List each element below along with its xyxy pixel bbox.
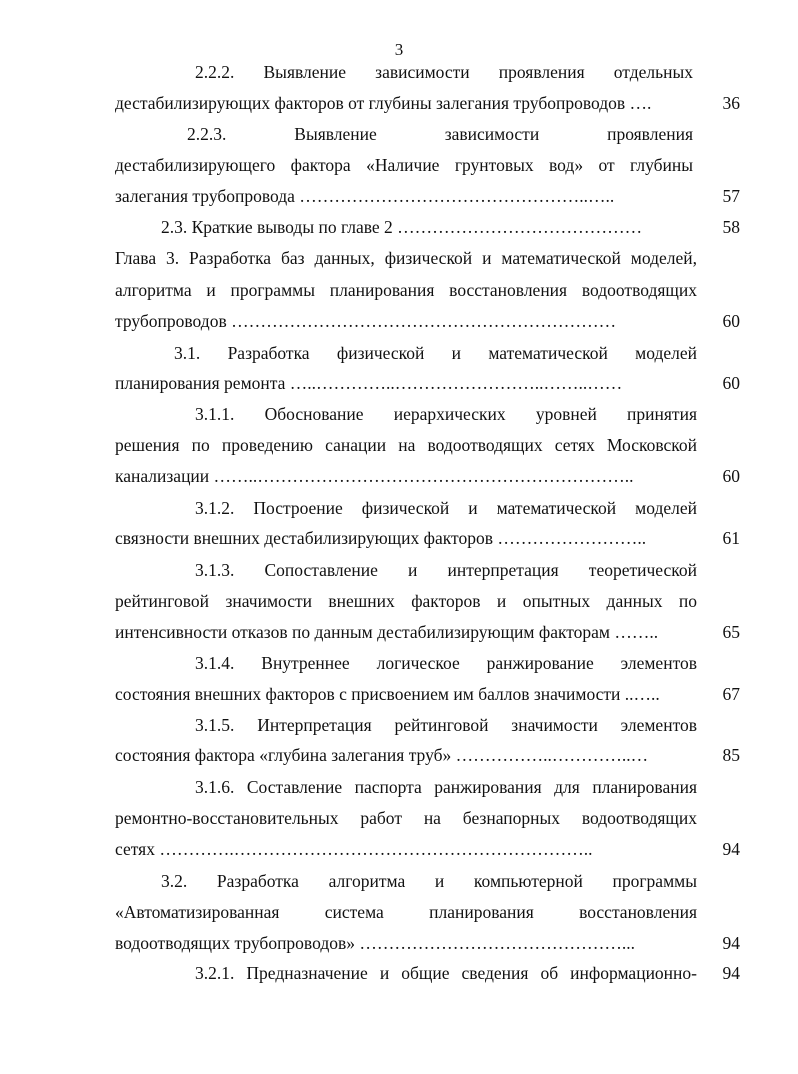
toc-line-page: 36 (722, 93, 740, 113)
toc-line-page: 67 (722, 684, 740, 704)
toc-line-text: дестабилизирующих факторов от глубины залегания трубопроводов …. (115, 93, 652, 113)
toc-line-page: 94 (722, 933, 740, 953)
toc-line-text: 2.2.3. Выявление зависимости проявления (187, 124, 693, 144)
toc-line-page: 58 (722, 217, 740, 237)
toc-line-text: 3.2.1. Предназначение и общие сведения об информационно- (195, 963, 697, 983)
page-number: 3 (394, 40, 404, 59)
toc-line-text: планирования ремонта …..…………..……………………..……..…… (115, 373, 623, 393)
toc-line-page: 57 (722, 186, 740, 206)
toc-line-text: 3.1.4. Внутреннее логическое ранжирование элементов (195, 653, 697, 673)
toc-line-page: 65 (722, 622, 740, 642)
toc-line-text: 3.1.5. Интерпретация рейтинговой значимости элементов (195, 715, 697, 735)
toc-line-text: состояния внешних факторов с присвоением им баллов значимости ..….. (115, 684, 660, 704)
toc-line-page: 60 (722, 466, 740, 486)
toc-line-page: 85 (722, 745, 740, 765)
toc-line-text: 3.1.6. Составление паспорта ранжирования для планирования (195, 777, 697, 797)
toc-line-text: 3.1. Разработка физической и математической моделей (174, 343, 697, 363)
toc-line-text: дестабилизирующего фактора «Наличие грунтовых вод» от глубины (115, 155, 693, 175)
toc-line-text: решения по проведению санации на водоотводящих сетях Московской (115, 435, 697, 455)
toc-line-text: рейтинговой значимости внешних факторов и опытных данных по (115, 591, 697, 611)
toc-line-text: трубопроводов ………………………………………………………… (115, 311, 617, 331)
toc-line-text: ремонтно-восстановительных работ на безнапорных водоотводящих (115, 808, 697, 828)
toc-line-page: 94 (722, 839, 740, 859)
toc-line-text: канализации ……..……………………………………………………….. (115, 466, 634, 486)
toc-line-page: 60 (722, 311, 740, 331)
toc-line-text: 3.1.3. Сопоставление и интерпретация теоретической (195, 560, 697, 580)
toc-line-text: 3.2. Разработка алгоритма и компьютерной программы (161, 871, 697, 891)
toc-line-text: «Автоматизированная система планирования восстановления (115, 902, 697, 922)
toc-line-text: 3.1.2. Построение физической и математической моделей (195, 498, 697, 518)
toc-line-page: 61 (722, 528, 740, 548)
toc-line-text: состояния фактора «глубина залегания труб» ……………..…………..… (115, 745, 649, 765)
toc-line-text: водоотводящих трубопроводов» ………………………………………... (115, 933, 635, 953)
toc-line-text: залегания трубопровода …………………………………………..….. (115, 186, 615, 206)
toc-line-text: 2.2.2. Выявление зависимости проявления отдельных (195, 62, 693, 82)
toc-line-text: связности внешних дестабилизирующих факторов …………………….. (115, 528, 647, 548)
toc-line-text: алгоритма и программы планирования восстановления водоотводящих (115, 280, 697, 300)
toc-line-text: 3.1.1. Обоснование иерархических уровней принятия (195, 404, 697, 424)
toc-line-text: Глава 3. Разработка баз данных, физической и математической моделей, (115, 248, 697, 268)
toc-line-text: интенсивности отказов по данным дестабилизирующим факторам …….. (115, 622, 659, 642)
toc-line-text: 2.3. Краткие выводы по главе 2 …………………………………… (161, 217, 643, 237)
toc-line-text: сетях ………….…………………………………………………….. (115, 839, 593, 859)
toc-line-page: 60 (722, 373, 740, 393)
toc-line-page: 94 (722, 963, 740, 983)
